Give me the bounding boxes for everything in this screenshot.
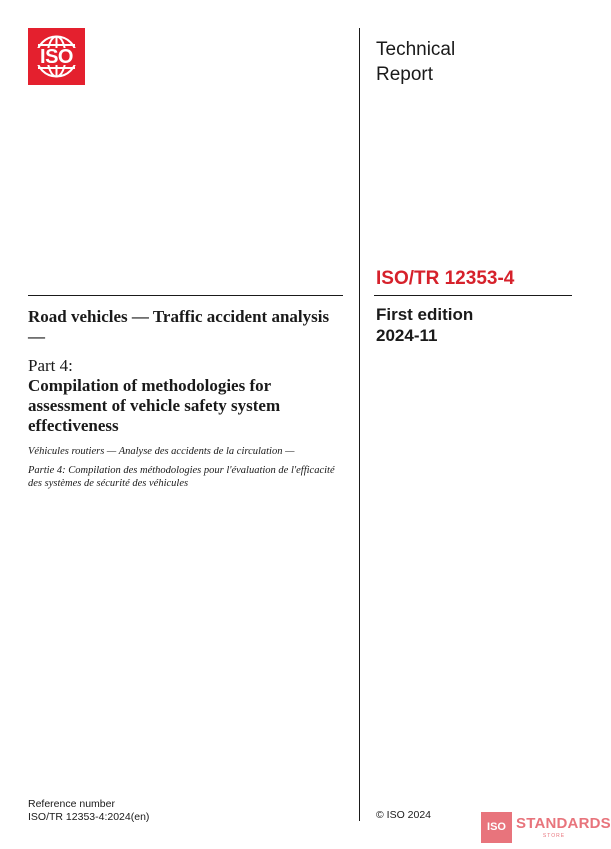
reference-number: ISO/TR 12353-4:2024(en) xyxy=(28,811,150,823)
document-type-line1: Technical xyxy=(376,39,456,60)
store-iso-text: ISO xyxy=(487,821,506,833)
part-title: Compilation of methodologies for assessment of vehicle safety system effectiveness xyxy=(28,376,281,435)
left-rule xyxy=(28,295,343,296)
iso-logo xyxy=(28,28,85,85)
french-part-title: Partie 4: Compilation des méthodologies pour l'évaluation de l'efficacité des systèmes de sécurité des véhicules xyxy=(28,465,335,489)
title-block xyxy=(28,307,348,490)
document-type xyxy=(376,37,566,87)
part-number: Part 4: xyxy=(28,356,73,375)
main-title: Road vehicles — Traffic accident analysis — xyxy=(28,307,330,346)
copyright: © ISO 2024 xyxy=(376,809,432,821)
store-wordmark: STANDARDS xyxy=(516,815,611,832)
reference-block xyxy=(28,798,149,824)
store-subtitle: STORE xyxy=(542,833,566,839)
french-main-title: Véhicules routiers — Analyse des accidents de la circulation — xyxy=(28,446,295,457)
edition-date: 2024-11 xyxy=(376,326,438,345)
edition-block xyxy=(376,304,473,346)
store-iso-logo xyxy=(481,812,512,843)
vertical-divider xyxy=(359,28,360,821)
document-type-line2: Report xyxy=(376,64,434,85)
document-number: ISO/TR 12353-4 xyxy=(376,268,515,289)
reference-label: Reference number xyxy=(28,798,115,810)
iso-logo-text: ISO xyxy=(40,46,73,68)
standards-store-badge xyxy=(481,812,611,843)
right-rule xyxy=(374,295,572,296)
edition-label: First edition xyxy=(376,305,474,324)
